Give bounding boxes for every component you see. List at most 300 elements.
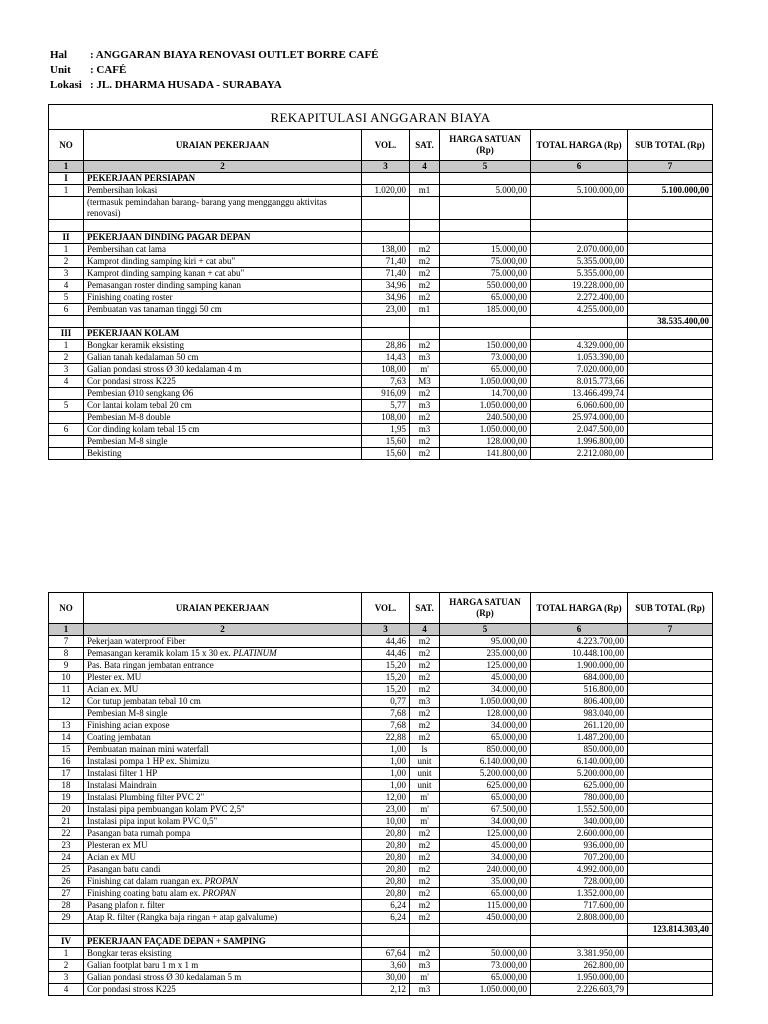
section-number: I: [49, 173, 84, 185]
row-unit: m2: [410, 828, 440, 840]
row-unit-price: 5.200.000,00: [440, 768, 531, 780]
row-description: [84, 436, 362, 448]
row-number: 1: [49, 185, 84, 197]
empty-cell: [410, 197, 440, 220]
empty-cell: [410, 328, 440, 340]
row-volume: 1,00: [362, 756, 410, 768]
row-subtotal: [628, 888, 713, 900]
row-subtotal: [628, 268, 713, 280]
empty-cell: [628, 936, 713, 948]
column-index-row: [49, 161, 713, 173]
row-description-text: Plester ex. MU: [87, 672, 142, 682]
empty-cell: [362, 197, 410, 220]
row-description-text: Coating jembatan: [87, 732, 151, 742]
row-subtotal: [628, 912, 713, 924]
row-subtotal: [628, 864, 713, 876]
row-total-price: 1.950.000,00: [531, 972, 628, 984]
column-header-row: [49, 130, 713, 161]
document-header: [50, 48, 379, 93]
empty-cell: [628, 197, 713, 220]
row-unit: m2: [410, 720, 440, 732]
row-description-text: Instalasi filter 1 HP: [87, 768, 158, 778]
row-description: [84, 792, 362, 804]
row-description-text: Galian footplat baru 1 m x 1 m: [87, 960, 199, 970]
empty-cell: [440, 316, 531, 328]
table-row: [49, 684, 713, 696]
row-unit: unit: [410, 768, 440, 780]
row-volume: 15,20: [362, 672, 410, 684]
column-index-cell: 3: [362, 624, 410, 636]
col-total-header: TOTAL HARGA (Rp): [531, 130, 628, 161]
table-row: [49, 280, 713, 292]
row-total-price: 5.200.000,00: [531, 768, 628, 780]
empty-cell: [410, 220, 440, 232]
row-number: 20: [49, 804, 84, 816]
col-uraian-header: URAIAN PEKERJAAN: [84, 130, 362, 161]
row-number: 24: [49, 852, 84, 864]
row-number: 4: [49, 984, 84, 996]
row-subtotal: [628, 672, 713, 684]
row-total-price: 261.120,00: [531, 720, 628, 732]
row-unit-price: 550.000,00: [440, 280, 531, 292]
row-subtotal: [628, 412, 713, 424]
row-total-price: 4.223.700,00: [531, 636, 628, 648]
row-description-text: Cor tutup jembatan tebal 10 cm: [87, 696, 201, 706]
section-title: PEKERJAAN KOLAM: [84, 328, 362, 340]
empty-cell: [362, 173, 410, 185]
row-total-price: 8.015.773,66: [531, 376, 628, 388]
table-row: [49, 400, 713, 412]
row-unit: m2: [410, 244, 440, 256]
row-unit-price: 75.000,00: [440, 256, 531, 268]
row-unit-price: 34.000,00: [440, 684, 531, 696]
table-row: [49, 268, 713, 280]
empty-cell: [531, 328, 628, 340]
table-row: [49, 768, 713, 780]
row-volume: 14,43: [362, 352, 410, 364]
empty-cell: [440, 924, 531, 936]
row-unit-price: 34.000,00: [440, 816, 531, 828]
blank-row: [49, 220, 713, 232]
row-volume: 15,20: [362, 660, 410, 672]
row-volume: 20,80: [362, 828, 410, 840]
column-index-cell: 5: [440, 624, 531, 636]
row-subtotal: [628, 340, 713, 352]
row-description: [84, 412, 362, 424]
row-description-text: Cor lantai kolam tebal 20 cm: [87, 400, 192, 410]
row-description: [84, 912, 362, 924]
row-description: [84, 672, 362, 684]
row-unit-price: 65.000,00: [440, 972, 531, 984]
row-volume: 7,68: [362, 720, 410, 732]
row-unit-price: 65.000,00: [440, 732, 531, 744]
row-description-text: Bongkar keramik eksisting: [87, 340, 184, 350]
row-description: [84, 400, 362, 412]
row-subtotal: [628, 720, 713, 732]
empty-cell: [531, 936, 628, 948]
row-total-price: 4.255.000,00: [531, 304, 628, 316]
row-subtotal: [628, 684, 713, 696]
row-unit: m2: [410, 436, 440, 448]
row-description-text: Pemasangan roster dinding samping kanan: [87, 280, 241, 290]
row-description-text: Galian pondasi stross Ø 30 kedalaman 5 m: [87, 972, 242, 982]
row-description: [84, 828, 362, 840]
row-number: 27: [49, 888, 84, 900]
row-unit-price: 125.000,00: [440, 660, 531, 672]
row-description: [84, 768, 362, 780]
section-title: PEKERJAAN PERSIAPAN: [84, 173, 362, 185]
column-index-cell: 1: [49, 624, 84, 636]
row-unit: m1: [410, 185, 440, 197]
row-unit: m3: [410, 352, 440, 364]
row-unit: m3: [410, 960, 440, 972]
row-number: 29: [49, 912, 84, 924]
table-row: [49, 636, 713, 648]
row-total-price: 3.381.950,00: [531, 948, 628, 960]
table-row: [49, 972, 713, 984]
row-volume: 1,00: [362, 780, 410, 792]
row-subtotal: [628, 852, 713, 864]
empty-cell: [628, 232, 713, 244]
row-description-text: Pembersihan cat lama: [87, 244, 166, 254]
row-description-text: Cor dinding kolam tebal 15 cm: [87, 424, 200, 434]
row-subtotal: [628, 960, 713, 972]
empty-cell: [628, 220, 713, 232]
empty-cell: [84, 220, 362, 232]
section-row: [49, 936, 713, 948]
row-total-price: 2.047.500,00: [531, 424, 628, 436]
table-row: [49, 984, 713, 996]
row-unit-price: 65.000,00: [440, 888, 531, 900]
row-unit: m2: [410, 684, 440, 696]
column-index-cell: 6: [531, 624, 628, 636]
row-unit: ls: [410, 744, 440, 756]
row-number: 13: [49, 720, 84, 732]
table-title: REKAPITULASI ANGGARAN BIAYA: [49, 105, 713, 130]
row-subtotal: [628, 948, 713, 960]
row-description-text: Finishing coating roster: [87, 292, 173, 302]
row-number: 9: [49, 660, 84, 672]
table-row: [49, 185, 713, 197]
empty-cell: [440, 173, 531, 185]
row-number: 8: [49, 648, 84, 660]
row-description: [84, 304, 362, 316]
row-description: [84, 244, 362, 256]
row-unit: m': [410, 804, 440, 816]
row-total-price: 2.212.080,00: [531, 448, 628, 460]
row-volume: 5,77: [362, 400, 410, 412]
row-number: 16: [49, 756, 84, 768]
row-subtotal: [628, 648, 713, 660]
row-number: 7: [49, 636, 84, 648]
row-number: [49, 412, 84, 424]
row-total-price: 806.400,00: [531, 696, 628, 708]
row-unit: m': [410, 792, 440, 804]
row-description: [84, 696, 362, 708]
table-title-row: [49, 105, 713, 130]
row-total-price: 4.992.000,00: [531, 864, 628, 876]
row-description-text: Plesteran ex MU: [87, 840, 148, 850]
row-description: [84, 756, 362, 768]
empty-cell: [362, 328, 410, 340]
empty-cell: [531, 173, 628, 185]
row-volume: 916,09: [362, 388, 410, 400]
row-description-text: Atap R. filter (Rangka baja ringan + atap galvalume): [87, 912, 278, 922]
row-description: [84, 636, 362, 648]
row-total-price: 262.800,00: [531, 960, 628, 972]
empty-cell: [531, 316, 628, 328]
row-total-price: 5.355.000,00: [531, 256, 628, 268]
row-number: 14: [49, 732, 84, 744]
row-total-price: 25.974.000,00: [531, 412, 628, 424]
empty-cell: [440, 197, 531, 220]
empty-cell: [410, 316, 440, 328]
row-unit: m2: [410, 708, 440, 720]
row-unit: unit: [410, 780, 440, 792]
row-volume: 108,00: [362, 364, 410, 376]
section-number: III: [49, 328, 84, 340]
row-unit: m2: [410, 388, 440, 400]
row-description: [84, 256, 362, 268]
row-number: 3: [49, 972, 84, 984]
table-row: [49, 412, 713, 424]
row-number: 5: [49, 292, 84, 304]
table-row: [49, 376, 713, 388]
row-unit: m2: [410, 948, 440, 960]
row-unit-price: 45.000,00: [440, 672, 531, 684]
col-harga-header: HARGA SATUAN (Rp): [440, 593, 531, 624]
row-volume: 28,86: [362, 340, 410, 352]
row-description: [84, 780, 362, 792]
row-unit: m3: [410, 984, 440, 996]
table-row: [49, 448, 713, 460]
row-number: 6: [49, 424, 84, 436]
row-description-text: Pekerjaan waterproof Fiber: [87, 636, 186, 646]
row-description: [84, 340, 362, 352]
row-unit-price: 5.000,00: [440, 185, 531, 197]
row-unit-price: 1.050.000,00: [440, 376, 531, 388]
row-subtotal: [628, 756, 713, 768]
row-description-text: Galian pondasi stross Ø 30 kedalaman 4 m: [87, 364, 242, 374]
row-total-price: 936.000,00: [531, 840, 628, 852]
row-volume: 67,64: [362, 948, 410, 960]
empty-cell: [531, 220, 628, 232]
row-number: 12: [49, 696, 84, 708]
column-index-cell: 4: [410, 624, 440, 636]
row-description-text: Pembesian Ø10 sengkang Ø6: [87, 388, 194, 398]
column-index-cell: 4: [410, 161, 440, 173]
row-number: 17: [49, 768, 84, 780]
table-row: [49, 648, 713, 660]
row-unit: m2: [410, 268, 440, 280]
row-description-text: Instalasi pompa 1 HP ex. Shimizu: [87, 756, 210, 766]
row-unit-price: 450.000,00: [440, 912, 531, 924]
row-volume: 44,46: [362, 636, 410, 648]
row-total-price: 4.329.000,00: [531, 340, 628, 352]
row-description-text: Acian ex MU: [87, 852, 136, 862]
empty-cell: [410, 232, 440, 244]
row-unit-price: 141.800,00: [440, 448, 531, 460]
row-number: 22: [49, 828, 84, 840]
empty-cell: [628, 173, 713, 185]
row-unit-price: 34.000,00: [440, 852, 531, 864]
column-index-cell: 7: [628, 161, 713, 173]
row-volume: 20,80: [362, 840, 410, 852]
col-uraian-header: URAIAN PEKERJAAN: [84, 593, 362, 624]
row-description-text: Finishing cat dalam ruangan ex.: [87, 876, 203, 886]
row-unit: m2: [410, 900, 440, 912]
table-row: [49, 720, 713, 732]
col-sat-header: SAT.: [410, 593, 440, 624]
table-row: [49, 304, 713, 316]
subtotal-row: [49, 924, 713, 936]
row-unit: m': [410, 816, 440, 828]
row-total-price: 983.040,00: [531, 708, 628, 720]
row-volume: 7,68: [362, 708, 410, 720]
table-row: [49, 756, 713, 768]
row-total-price: 6.140.000,00: [531, 756, 628, 768]
row-unit-price: 235.000,00: [440, 648, 531, 660]
row-unit-price: 75.000,00: [440, 268, 531, 280]
row-total-price: 2.272.400,00: [531, 292, 628, 304]
row-description: [84, 280, 362, 292]
row-number: 2: [49, 352, 84, 364]
row-total-price: 684.000,00: [531, 672, 628, 684]
col-subtotal-header: SUB TOTAL (Rp): [628, 593, 713, 624]
row-description: [84, 648, 362, 660]
row-volume: 30,00: [362, 972, 410, 984]
empty-cell: [49, 220, 84, 232]
row-unit: m2: [410, 732, 440, 744]
row-unit-price: 128.000,00: [440, 436, 531, 448]
row-subtotal: [628, 364, 713, 376]
row-unit: m2: [410, 888, 440, 900]
row-subtotal: [628, 984, 713, 996]
row-number: 2: [49, 960, 84, 972]
row-total-price: 1.996.800,00: [531, 436, 628, 448]
row-total-price: 1.487.200,00: [531, 732, 628, 744]
row-description-text: Galian tanah kedalaman 50 cm: [87, 352, 199, 362]
row-description: [84, 864, 362, 876]
row-subtotal: [628, 436, 713, 448]
row-volume: 23,00: [362, 304, 410, 316]
row-total-price: 625.000,00: [531, 780, 628, 792]
col-vol-header: VOL.: [362, 130, 410, 161]
row-description-text: Instalasi pipa input kolam PVC 0,5": [87, 816, 218, 826]
row-description-text: Pembuatan vas tanaman tinggi 50 cm: [87, 304, 222, 314]
empty-cell: [440, 220, 531, 232]
row-total-price: 516.800,00: [531, 684, 628, 696]
row-number: 3: [49, 268, 84, 280]
row-total-price: 728.000,00: [531, 876, 628, 888]
subtotal-value: 38.535.400,00: [628, 316, 713, 328]
row-total-price: 6.060.600,00: [531, 400, 628, 412]
row-unit-price: 45.000,00: [440, 840, 531, 852]
row-description: [84, 720, 362, 732]
row-volume: 34,96: [362, 280, 410, 292]
row-unit-price: 1.050.000,00: [440, 696, 531, 708]
col-subtotal-header: SUB TOTAL (Rp): [628, 130, 713, 161]
empty-cell: [410, 924, 440, 936]
row-subtotal: [628, 400, 713, 412]
table-row: [49, 744, 713, 756]
row-subtotal: [628, 376, 713, 388]
row-number: 21: [49, 816, 84, 828]
row-number: 28: [49, 900, 84, 912]
row-description: [84, 840, 362, 852]
row-unit-price: 185.000,00: [440, 304, 531, 316]
row-subtotal: [628, 876, 713, 888]
section-number: IV: [49, 936, 84, 948]
row-unit: m2: [410, 912, 440, 924]
empty-cell: [84, 924, 362, 936]
row-unit-price: 240.000,00: [440, 864, 531, 876]
row-number: [49, 197, 84, 220]
table-row: [49, 912, 713, 924]
table-row: [49, 672, 713, 684]
column-index-cell: 5: [440, 161, 531, 173]
table-row: [49, 792, 713, 804]
row-volume: 1,95: [362, 424, 410, 436]
row-subtotal: [628, 280, 713, 292]
row-volume: 1,00: [362, 768, 410, 780]
row-description-brand: PLATINUM: [232, 648, 277, 658]
table-row: [49, 948, 713, 960]
row-total-price: 2.070.000,00: [531, 244, 628, 256]
row-unit-price: 35.000,00: [440, 876, 531, 888]
row-volume: 7,63: [362, 376, 410, 388]
table-row: [49, 828, 713, 840]
table-row: [49, 292, 713, 304]
table-row: [49, 780, 713, 792]
row-number: 4: [49, 376, 84, 388]
row-number: 5: [49, 400, 84, 412]
row-unit: m2: [410, 340, 440, 352]
row-volume: 12,00: [362, 792, 410, 804]
table-row: [49, 388, 713, 400]
row-number: 2: [49, 256, 84, 268]
row-description-text: Cor pondasi stross K225: [87, 984, 176, 994]
row-total-price: 13.466.499,74: [531, 388, 628, 400]
empty-cell: [410, 173, 440, 185]
row-total-price: 7.020.000,00: [531, 364, 628, 376]
row-subtotal: [628, 780, 713, 792]
empty-cell: [362, 220, 410, 232]
column-index-cell: 6: [531, 161, 628, 173]
empty-cell: [531, 924, 628, 936]
row-number: [49, 448, 84, 460]
row-volume: 22,88: [362, 732, 410, 744]
column-index-cell: 2: [84, 624, 362, 636]
row-volume: 0,77: [362, 696, 410, 708]
row-description: [84, 448, 362, 460]
row-unit: m2: [410, 876, 440, 888]
table-row: [49, 864, 713, 876]
row-volume: 20,80: [362, 876, 410, 888]
row-subtotal: [628, 256, 713, 268]
row-description: [84, 888, 362, 900]
row-number: 10: [49, 672, 84, 684]
table-row: [49, 660, 713, 672]
row-unit-price: 50.000,00: [440, 948, 531, 960]
empty-cell: [531, 197, 628, 220]
row-subtotal: [628, 636, 713, 648]
row-number: [49, 708, 84, 720]
row-subtotal: [628, 768, 713, 780]
column-index-cell: 1: [49, 161, 84, 173]
row-number: 18: [49, 780, 84, 792]
row-description-text: Pembersihan lokasi: [87, 185, 158, 195]
